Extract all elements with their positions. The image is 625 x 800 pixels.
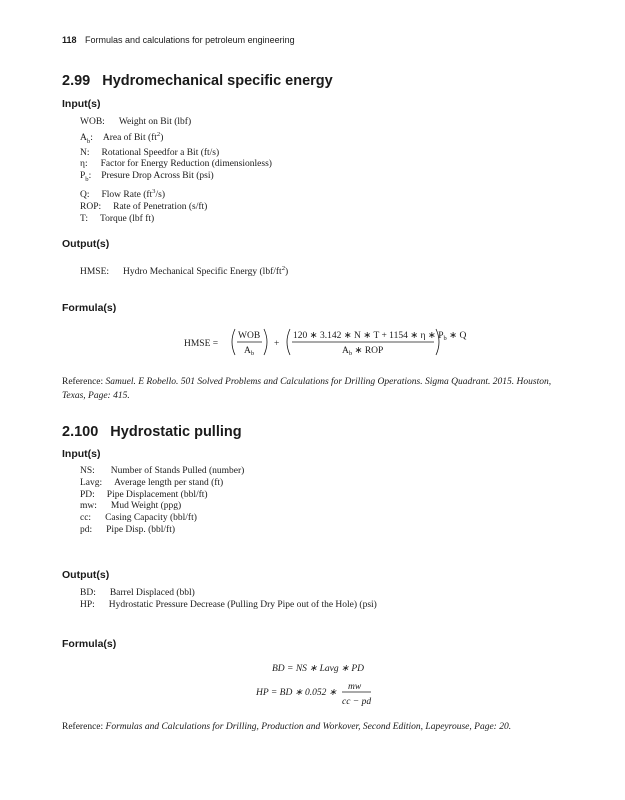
section-title xyxy=(62,73,333,89)
output-item xyxy=(80,600,377,612)
frac2-numerator: 120 ∗ 3.142 ∗ N ∗ T + 1154 ∗ η ∗ $P_b$ ∗ Q xyxy=(293,331,467,342)
reference-citation: Formulas and Calculations for Drilling, Production and Workover, Second Edition, Lapeyrouse, Page: 20. xyxy=(105,722,512,732)
input-symbol: NS: xyxy=(80,466,95,476)
running-title: Formulas and calculations for petroleum engineering xyxy=(85,35,295,45)
inputs-list xyxy=(80,117,272,225)
input-item xyxy=(80,513,244,525)
input-item xyxy=(80,148,272,160)
left-paren xyxy=(287,329,290,355)
frac2-denominator: $A_b$ ∗ ROP xyxy=(342,346,384,357)
input-symbol: T: xyxy=(80,213,88,224)
plus-sign: + xyxy=(274,339,280,349)
input-description: Mud Weight (ppg) xyxy=(110,501,182,512)
input-symbol: WOB: xyxy=(80,117,105,127)
input-item xyxy=(80,478,244,490)
inputs-list xyxy=(80,466,244,537)
input-symbol: PD: xyxy=(80,489,95,500)
output-item xyxy=(80,263,288,279)
hmse-lhs: HMSE = xyxy=(184,339,219,349)
outputs-heading: Output(s) xyxy=(62,569,110,581)
input-item xyxy=(80,129,272,148)
reference-label: Reference: xyxy=(62,377,104,387)
output-description: Barrel Displaced (bbl) xyxy=(109,588,195,598)
formula-heading: Formula(s) xyxy=(62,302,117,314)
input-symbol: cc: xyxy=(80,513,92,524)
output-symbol: HP: xyxy=(80,599,95,610)
input-symbol: pd: xyxy=(80,524,93,535)
section-title xyxy=(62,424,242,440)
input-description: Factor for Energy Reduction (dimensionless) xyxy=(100,159,272,170)
input-description: Torque (lbf ft) xyxy=(99,213,155,224)
input-item xyxy=(80,117,272,129)
outputs-list xyxy=(80,263,288,279)
input-item xyxy=(80,202,272,214)
input-item xyxy=(80,466,244,478)
input-item xyxy=(80,214,272,226)
output-symbol: HMSE: xyxy=(80,267,110,278)
output-symbol: BD: xyxy=(80,588,96,598)
hmse-formula xyxy=(180,324,467,360)
inputs-heading: Input(s) xyxy=(62,98,101,110)
input-description: Flow Rate $(ft^3/s)$ xyxy=(101,187,165,201)
section-number: 2.100 xyxy=(62,424,99,440)
input-description: Presure Drop Across Bit (psi) xyxy=(101,171,214,182)
hp-lhs: HP = BD ∗ 0.052 ∗ xyxy=(256,688,337,698)
output-description: Hydrostatic Pressure Decrease (Pulling Dry Pipe out of the Hole) (psi) xyxy=(108,599,377,610)
input-item xyxy=(80,490,244,502)
reference xyxy=(62,375,567,403)
section-title-text: Hydrostatic pulling xyxy=(110,424,242,440)
formula-heading: Formula(s) xyxy=(62,638,117,650)
output-item xyxy=(80,588,377,600)
hp-numerator: mw xyxy=(348,682,362,692)
input-description: Average length per stand (ft) xyxy=(114,477,224,488)
hp-formula xyxy=(256,678,386,708)
input-symbol: mw: xyxy=(80,501,97,512)
section-number: 2.99 xyxy=(62,73,91,89)
input-description: Rotational Speedfor a Bit (ft/s) xyxy=(101,147,220,158)
input-description: Number of Stands Pulled (number) xyxy=(110,466,245,476)
input-symbol: $A_b$: xyxy=(80,132,93,145)
inputs-heading: Input(s) xyxy=(62,448,101,460)
input-item xyxy=(80,171,272,186)
input-item xyxy=(80,501,244,513)
input-item xyxy=(80,186,272,202)
input-description: Rate of Penetration (s/ft) xyxy=(113,201,208,212)
input-symbol: Lavg: xyxy=(80,477,103,488)
bd-formula: BD = NS ∗ Lavg ∗ PD xyxy=(272,664,364,674)
reference-label: Reference: xyxy=(62,722,104,732)
frac1-numerator: WOB xyxy=(238,331,261,341)
input-symbol: ROP: xyxy=(80,201,102,212)
input-description: Casing Capacity (bbl/ft) xyxy=(105,513,197,524)
input-item xyxy=(80,159,272,171)
input-description: Pipe Displacement (bbl/ft) xyxy=(106,489,208,500)
input-description: Area of Bit $(ft^2)$ xyxy=(102,130,164,143)
left-paren xyxy=(232,329,235,355)
reference-citation: Samuel. E Robello. 501 Solved Problems and Calculations for Drilling Operations. Sigma Quadrant. 2015. Houston, Texas, Page: 415. xyxy=(62,377,552,401)
page-number: 118 xyxy=(62,35,77,45)
input-description: Pipe Disp. (bbl/ft) xyxy=(106,524,176,535)
input-symbol: N: xyxy=(80,147,90,158)
frac1-denominator: $A_b$ xyxy=(244,346,255,357)
input-symbol: $P_b$: xyxy=(80,171,92,184)
output-description: Hydro Mechanical Specific Energy $(lbf/ft^2)$ xyxy=(123,265,289,278)
reference xyxy=(62,720,582,734)
hp-denominator: cc − pd xyxy=(342,697,372,707)
input-item xyxy=(80,525,244,537)
outputs-heading: Output(s) xyxy=(62,238,110,250)
input-symbol: Q: xyxy=(80,190,90,201)
input-symbol: η: xyxy=(80,159,88,170)
right-paren xyxy=(264,329,267,355)
section-title-text: Hydromechanical specific energy xyxy=(102,73,333,89)
input-description: Weight on Bit (lbf) xyxy=(118,117,192,127)
outputs-list xyxy=(80,588,377,612)
running-header xyxy=(62,35,295,45)
